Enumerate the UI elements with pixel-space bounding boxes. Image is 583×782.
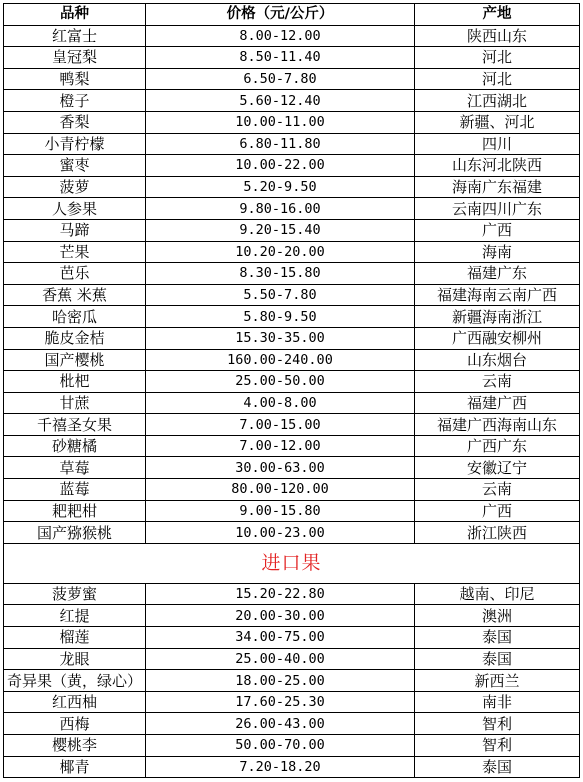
table-row xyxy=(4,219,580,241)
cell-price: 25.00-40.00 xyxy=(146,648,415,670)
table-row xyxy=(4,155,580,177)
cell-origin: 越南、印尼 xyxy=(415,583,580,605)
cell-name: 奇异果（黄，绿心） xyxy=(4,670,146,692)
cell-name: 蓝莓 xyxy=(4,479,146,501)
table-row xyxy=(4,349,580,371)
table-row xyxy=(4,627,580,649)
imported-section xyxy=(4,583,580,777)
table-row xyxy=(4,327,580,349)
cell-price: 160.00-240.00 xyxy=(146,349,415,371)
table-row xyxy=(4,25,580,47)
cell-origin: 广西广东 xyxy=(415,435,580,457)
cell-name: 国产樱桃 xyxy=(4,349,146,371)
cell-name: 甘蔗 xyxy=(4,392,146,414)
table-row xyxy=(4,284,580,306)
table-row xyxy=(4,670,580,692)
cell-origin: 山东河北陕西 xyxy=(415,155,580,177)
cell-price: 7.20-18.20 xyxy=(146,756,415,778)
header-name: 品种 xyxy=(4,4,146,26)
table-row xyxy=(4,241,580,263)
table-row xyxy=(4,47,580,69)
cell-name: 草莓 xyxy=(4,457,146,479)
cell-name: 菠萝蜜 xyxy=(4,583,146,605)
cell-price: 9.80-16.00 xyxy=(146,198,415,220)
cell-origin: 福建海南云南广西 xyxy=(415,284,580,306)
cell-name: 红提 xyxy=(4,605,146,627)
cell-name: 鸭梨 xyxy=(4,68,146,90)
table-row xyxy=(4,605,580,627)
cell-price: 5.50-7.80 xyxy=(146,284,415,306)
cell-origin: 海南广东福建 xyxy=(415,176,580,198)
cell-price: 17.60-25.30 xyxy=(146,691,415,713)
cell-origin: 泰国 xyxy=(415,648,580,670)
table-row xyxy=(4,306,580,328)
cell-origin: 云南 xyxy=(415,371,580,393)
cell-price: 8.30-15.80 xyxy=(146,263,415,285)
cell-origin: 广西 xyxy=(415,219,580,241)
table-row xyxy=(4,479,580,501)
cell-origin: 新西兰 xyxy=(415,670,580,692)
cell-price: 10.00-11.00 xyxy=(146,111,415,133)
header-origin: 产地 xyxy=(415,4,580,26)
cell-origin: 安徽辽宁 xyxy=(415,457,580,479)
cell-price: 18.00-25.00 xyxy=(146,670,415,692)
table-row xyxy=(4,111,580,133)
cell-name: 国产猕猴桃 xyxy=(4,522,146,544)
cell-origin: 新疆海南浙江 xyxy=(415,306,580,328)
table-row xyxy=(4,198,580,220)
header-row xyxy=(4,4,580,26)
cell-origin: 泰国 xyxy=(415,756,580,778)
cell-price: 6.50-7.80 xyxy=(146,68,415,90)
section-title-row xyxy=(4,543,580,583)
cell-price: 8.00-12.00 xyxy=(146,25,415,47)
cell-name: 千禧圣女果 xyxy=(4,414,146,436)
cell-name: 芒果 xyxy=(4,241,146,263)
cell-price: 15.30-35.00 xyxy=(146,327,415,349)
table-row xyxy=(4,500,580,522)
cell-price: 5.60-12.40 xyxy=(146,90,415,112)
cell-name: 橙子 xyxy=(4,90,146,112)
cell-origin: 福建广西海南山东 xyxy=(415,414,580,436)
cell-name: 西梅 xyxy=(4,713,146,735)
table-row xyxy=(4,133,580,155)
cell-name: 人参果 xyxy=(4,198,146,220)
table-row xyxy=(4,691,580,713)
table-row xyxy=(4,68,580,90)
table-row xyxy=(4,435,580,457)
cell-price: 10.00-22.00 xyxy=(146,155,415,177)
cell-price: 20.00-30.00 xyxy=(146,605,415,627)
cell-price: 80.00-120.00 xyxy=(146,479,415,501)
cell-origin: 南非 xyxy=(415,691,580,713)
table-row xyxy=(4,392,580,414)
cell-name: 马蹄 xyxy=(4,219,146,241)
cell-origin: 四川 xyxy=(415,133,580,155)
header-price: 价格（元/公斤） xyxy=(146,4,415,26)
cell-origin: 河北 xyxy=(415,47,580,69)
cell-name: 耙耙柑 xyxy=(4,500,146,522)
cell-price: 8.50-11.40 xyxy=(146,47,415,69)
table-row xyxy=(4,371,580,393)
cell-origin: 智利 xyxy=(415,713,580,735)
table-row xyxy=(4,735,580,757)
cell-origin: 陕西山东 xyxy=(415,25,580,47)
cell-name: 龙眼 xyxy=(4,648,146,670)
cell-origin: 河北 xyxy=(415,68,580,90)
cell-origin: 江西湖北 xyxy=(415,90,580,112)
cell-price: 25.00-50.00 xyxy=(146,371,415,393)
cell-origin: 山东烟台 xyxy=(415,349,580,371)
cell-origin: 海南 xyxy=(415,241,580,263)
domestic-section xyxy=(4,25,580,543)
table-row xyxy=(4,414,580,436)
table-row xyxy=(4,457,580,479)
cell-price: 9.20-15.40 xyxy=(146,219,415,241)
fruit-price-table xyxy=(3,3,580,778)
cell-price: 5.20-9.50 xyxy=(146,176,415,198)
cell-name: 红西柚 xyxy=(4,691,146,713)
cell-origin: 泰国 xyxy=(415,627,580,649)
cell-name: 枇杷 xyxy=(4,371,146,393)
cell-origin: 智利 xyxy=(415,735,580,757)
cell-price: 30.00-63.00 xyxy=(146,457,415,479)
cell-price: 5.80-9.50 xyxy=(146,306,415,328)
cell-price: 26.00-43.00 xyxy=(146,713,415,735)
cell-price: 15.20-22.80 xyxy=(146,583,415,605)
cell-origin: 广西融安柳州 xyxy=(415,327,580,349)
cell-name: 哈密瓜 xyxy=(4,306,146,328)
cell-price: 6.80-11.80 xyxy=(146,133,415,155)
cell-origin: 浙江陕西 xyxy=(415,522,580,544)
cell-name: 榴莲 xyxy=(4,627,146,649)
table-row xyxy=(4,522,580,544)
cell-origin: 福建广西 xyxy=(415,392,580,414)
cell-price: 9.00-15.80 xyxy=(146,500,415,522)
cell-price: 10.20-20.00 xyxy=(146,241,415,263)
cell-origin: 广西 xyxy=(415,500,580,522)
cell-name: 香蕉 米蕉 xyxy=(4,284,146,306)
cell-origin: 新疆、河北 xyxy=(415,111,580,133)
cell-name: 砂糖橘 xyxy=(4,435,146,457)
cell-origin: 云南 xyxy=(415,479,580,501)
cell-name: 樱桃李 xyxy=(4,735,146,757)
cell-price: 34.00-75.00 xyxy=(146,627,415,649)
cell-price: 7.00-15.00 xyxy=(146,414,415,436)
cell-name: 蜜枣 xyxy=(4,155,146,177)
cell-origin: 澳洲 xyxy=(415,605,580,627)
table-row xyxy=(4,263,580,285)
cell-name: 芭乐 xyxy=(4,263,146,285)
table-row xyxy=(4,713,580,735)
cell-price: 4.00-8.00 xyxy=(146,392,415,414)
imported-section-title: 进口果 xyxy=(4,543,580,583)
table-row xyxy=(4,90,580,112)
cell-name: 香梨 xyxy=(4,111,146,133)
table-row xyxy=(4,756,580,778)
table-row xyxy=(4,176,580,198)
cell-name: 红富士 xyxy=(4,25,146,47)
cell-price: 50.00-70.00 xyxy=(146,735,415,757)
cell-name: 菠萝 xyxy=(4,176,146,198)
cell-name: 脆皮金桔 xyxy=(4,327,146,349)
table-row xyxy=(4,583,580,605)
cell-origin: 福建广东 xyxy=(415,263,580,285)
imported-section-header xyxy=(4,543,580,583)
cell-name: 小青柠檬 xyxy=(4,133,146,155)
cell-origin: 云南四川广东 xyxy=(415,198,580,220)
cell-name: 皇冠梨 xyxy=(4,47,146,69)
table-row xyxy=(4,648,580,670)
cell-price: 10.00-23.00 xyxy=(146,522,415,544)
cell-price: 7.00-12.00 xyxy=(146,435,415,457)
cell-name: 椰青 xyxy=(4,756,146,778)
